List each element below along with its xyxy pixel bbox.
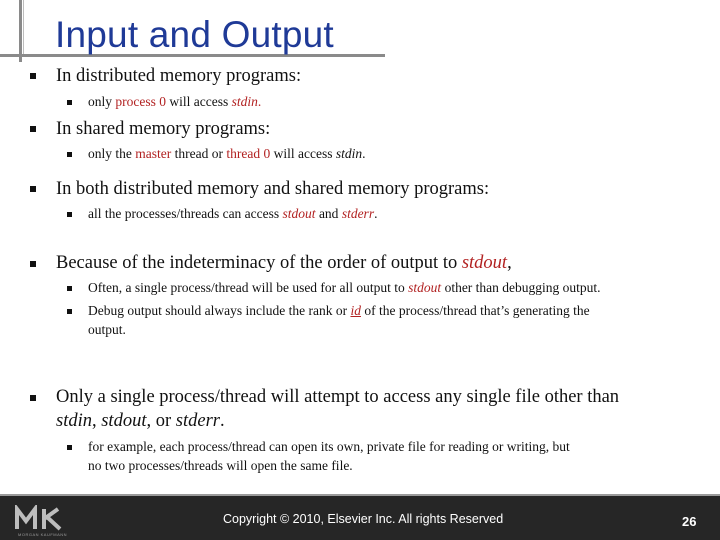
bullet-2-sub-1-text: only the master thread or thread 0 will access stdin. [88, 146, 366, 161]
sub-bullet-icon [67, 445, 72, 450]
page-number: 26 [682, 514, 697, 529]
bullet-2-text: In shared memory programs: [56, 119, 271, 139]
bullet-3-sub-1-text: all the processes/threads can access stdout and stderr. [88, 206, 378, 221]
bullet-icon [30, 73, 36, 79]
bullet-4-sub-1-text: Often, a single process/thread will be used for all output to stdout other than debugging output. [88, 280, 601, 295]
bullet-icon [30, 395, 36, 401]
bullet-icon [30, 126, 36, 132]
bullet-5-sub-1-text-cont: no two processes/threads will open the same file. [88, 458, 353, 473]
bullet-icon [30, 186, 36, 192]
sub-bullet-icon [67, 212, 72, 217]
bullet-1-sub-1-text: only process 0 will access stdin. [88, 94, 262, 109]
sub-bullet-icon [67, 309, 72, 314]
logo-subtext: MORGAN KAUFMANN [18, 532, 68, 537]
bullet-icon [30, 261, 36, 267]
decorative-vertical-line [23, 0, 24, 56]
slide-title: Input and Output [55, 14, 334, 55]
bullet-4-sub-2-text: Debug output should always include the rank or id of the process/thread that’s generating the [88, 303, 590, 318]
decorative-vertical-bar [19, 0, 22, 62]
bullet-1-text: In distributed memory programs: [56, 66, 302, 86]
bullet-4-text: Because of the indeterminacy of the order of output to stdout, [56, 253, 512, 273]
bullet-3-text: In both distributed memory and shared memory programs: [56, 179, 490, 199]
mk-logo-icon [14, 505, 72, 531]
bullet-5-text-cont: stdin, stdout, or stderr. [56, 411, 225, 431]
sub-bullet-icon [67, 286, 72, 291]
bullet-5-sub-1-text: for example, each process/thread can open its own, private file for reading or writing, but [88, 439, 570, 454]
sub-bullet-icon [67, 100, 72, 105]
bullet-5-text: Only a single process/thread will attempt to access any single file other than [56, 387, 620, 407]
bullet-4-sub-2-text-cont: output. [88, 322, 126, 337]
sub-bullet-icon [67, 152, 72, 157]
copyright-text: Copyright © 2010, Elsevier Inc. All rights Reserved [223, 512, 504, 526]
